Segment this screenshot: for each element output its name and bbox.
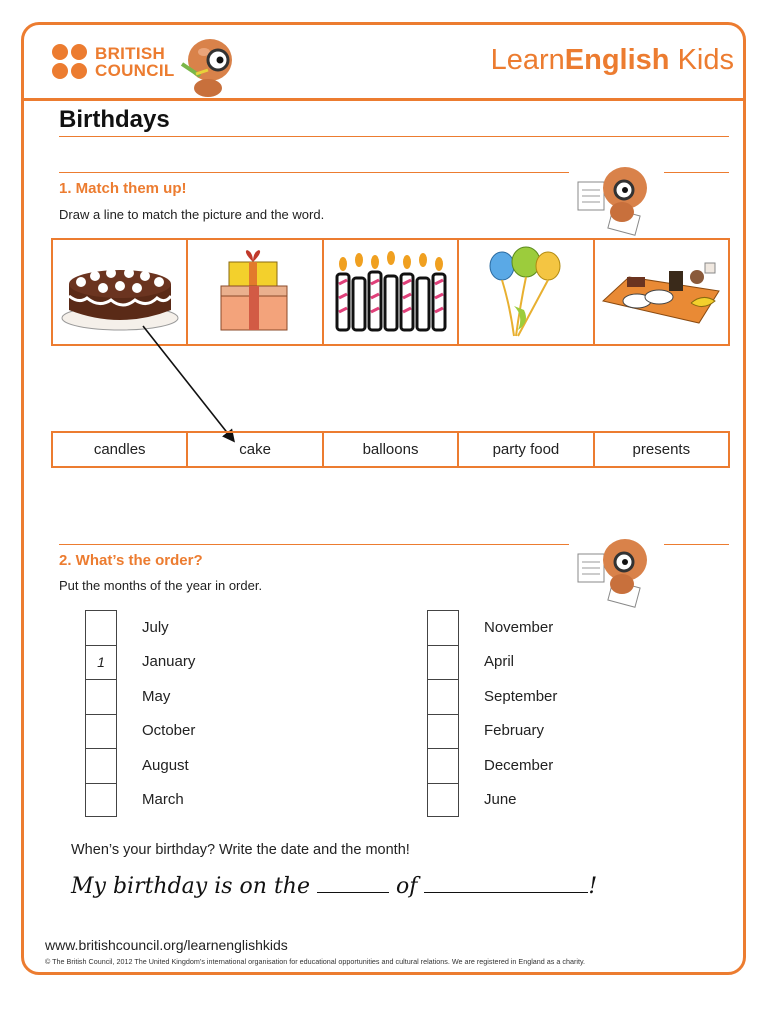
order-box[interactable] [85,610,117,645]
balloons-picture [459,240,594,344]
month-row [427,610,557,645]
mascot-reading-icon [570,532,662,610]
month-label: November [484,618,554,636]
word-party-food: party food [459,433,594,466]
british-council-logo [52,44,175,79]
order-box[interactable] [85,714,117,749]
month-row [427,748,557,783]
word-cake: cake [188,433,323,466]
month-label: April [484,653,515,671]
month-row [85,645,195,680]
month-row [85,714,195,749]
mascot-reading-icon [570,160,662,238]
birthday-sentence [71,872,597,899]
left-month-column [85,610,195,817]
month-label: September [484,687,558,705]
month-label: February [484,722,545,740]
month-row [85,610,195,645]
month-row [85,748,195,783]
presents-picture [188,240,323,344]
footer-copyright: © The British Council, 2012 The United Kingdom’s international organisation for educational opportunities and cultural relations. We are registered in England as a charity. [45,957,586,966]
word-candles: candles [53,433,188,466]
birthday-sentence-start: My birthday is on the [71,874,310,899]
section1-rule-right [664,172,729,173]
brand-line-2: COUNCIL [95,60,175,80]
month-label: August [142,756,189,774]
logo-learn: Learn [490,44,565,76]
title-underline [59,136,729,137]
word-balloons: balloons [324,433,459,466]
month-label: October [142,722,196,740]
month-label: May [142,687,171,705]
birthday-sentence-end: ! [588,874,598,899]
section1-title: 1. Match them up! [59,180,187,197]
footer-url[interactable]: www.britishcouncil.org/learnenglishkids [45,937,288,953]
page-title: Birthdays [59,106,170,133]
order-box[interactable]: 1 [85,645,117,680]
birthday-question: When’s your birthday? Write the date and the month! [71,842,410,858]
party-food-picture [595,240,728,344]
header-divider [24,98,743,101]
date-blank[interactable] [317,872,389,893]
logo-kids: Kids [669,44,734,76]
order-box[interactable] [85,679,117,714]
order-box[interactable] [427,714,459,749]
month-label: June [484,791,517,809]
order-box[interactable] [427,783,459,818]
mascot-icon [178,34,240,98]
order-box[interactable] [85,748,117,783]
month-row [427,783,557,818]
word-presents: presents [632,441,691,458]
section1-rule [59,172,569,173]
month-row [85,679,195,714]
candles-picture [324,240,459,344]
month-label: December [484,756,554,774]
section2-rule [59,544,569,545]
cake-picture [53,240,188,344]
month-row [427,714,557,749]
section2-title: 2. What’s the order? [59,552,203,569]
birthday-sentence-mid: of [395,874,418,899]
order-box[interactable] [427,645,459,680]
logo-dots-icon [52,44,87,79]
section2-instruction: Put the months of the year in order. [59,578,263,593]
month-row [427,679,557,714]
month-label: July [142,618,169,636]
order-box[interactable] [427,679,459,714]
learnenglish-kids-logo [491,44,734,77]
month-blank[interactable] [424,872,588,893]
logo-english: English [564,44,670,76]
section1-instruction: Draw a line to match the picture and the word. [59,207,325,222]
order-box[interactable] [427,748,459,783]
word-row [51,431,730,468]
month-label: January [142,653,196,671]
picture-row [51,238,730,346]
order-box[interactable] [427,610,459,645]
month-label: March [142,791,184,809]
month-row [427,645,557,680]
order-box[interactable] [85,783,117,818]
brand-line-1: BRITISH [95,43,166,63]
section2-rule-right [664,544,729,545]
month-row [85,783,195,818]
right-month-column [427,610,557,817]
